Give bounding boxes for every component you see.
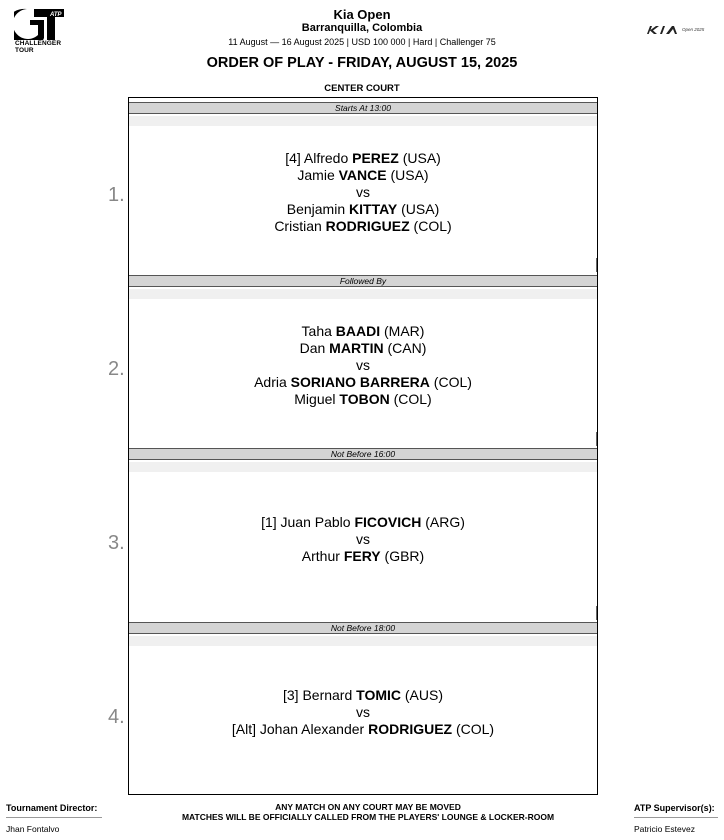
player-line: Jamie VANCE (USA) [297, 167, 429, 183]
match-time-bar: Not Before 18:00 [129, 622, 597, 634]
match-time-bar: Followed By [129, 275, 597, 287]
match-number: 3. [108, 532, 125, 554]
match-2-players [129, 323, 597, 408]
match-time-bar: Not Before 16:00 [129, 448, 597, 460]
player-line: [Alt] Johan Alexander RODRIGUEZ (COL) [231, 721, 495, 737]
kia-subtext: Open 2025 [682, 27, 705, 32]
player-line: Dan MARTIN (CAN) [299, 340, 427, 356]
court-name: CENTER COURT [324, 83, 400, 94]
match-4-players [129, 687, 597, 738]
order-of-play-title: ORDER OF PLAY - FRIDAY, AUGUST 15, 2025 [206, 55, 518, 71]
signature-line [6, 817, 102, 818]
match-number: 1. [108, 184, 125, 206]
player-line: Adria SORIANO BARRERA (COL) [254, 374, 472, 390]
match-gap [129, 289, 597, 299]
match-gap [129, 462, 597, 472]
tournament-location: Barranquilla, Colombia [301, 22, 423, 34]
divider [596, 258, 597, 272]
vs-label: vs [356, 704, 370, 720]
player-line: Taha BAADI (MAR) [301, 323, 425, 339]
tournament-meta: 11 August — 16 August 2025 | USD 100 000 | Hard | Challenger 75 [228, 37, 496, 47]
player-line: [4] Alfredo PEREZ (USA) [285, 150, 441, 166]
vs-label: vs [356, 531, 370, 547]
match-number: 2. [108, 358, 125, 380]
notice-line-2: MATCHES WILL BE OFFICIALLY CALLED FROM THE PLAYERS' LOUNGE & LOCKER-ROOM [181, 812, 555, 822]
player-line: Cristian RODRIGUEZ (COL) [274, 218, 452, 234]
court-schedule [128, 97, 598, 795]
vs-label: vs [356, 184, 370, 200]
atp-supervisor-name: Patricio Estevez [634, 824, 695, 834]
match-time-bar: Starts At 13:00 [129, 102, 597, 114]
match-gap [129, 636, 597, 646]
signature-line [634, 817, 718, 818]
player-line: Miguel TOBON (COL) [294, 391, 432, 407]
match-number: 4. [108, 706, 125, 728]
tournament-director-label: Tournament Director: [6, 803, 98, 813]
svg-text:ATP: ATP [50, 12, 62, 18]
tournament-title: Kia Open [333, 7, 391, 22]
match-gap [129, 116, 597, 126]
notice-line-1: ANY MATCH ON ANY COURT MAY BE MOVED [275, 802, 461, 812]
vs-label: vs [356, 357, 370, 373]
atp-supervisor-label: ATP Supervisor(s): [634, 803, 715, 813]
player-line: Benjamin KITTAY (USA) [286, 201, 440, 217]
player-line: Arthur FERY (GBR) [301, 548, 425, 564]
tournament-director-name: Jhan Fontalvo [6, 824, 60, 834]
player-line: [3] Bernard TOMIC (AUS) [282, 687, 443, 703]
match-3-players [129, 514, 597, 565]
divider [596, 432, 597, 446]
player-line: [1] Juan Pablo FICOVICH (ARG) [261, 514, 465, 530]
divider [596, 606, 597, 620]
match-1-players [129, 150, 597, 235]
logo-caption: CHALLENGER TOUR [15, 40, 62, 54]
